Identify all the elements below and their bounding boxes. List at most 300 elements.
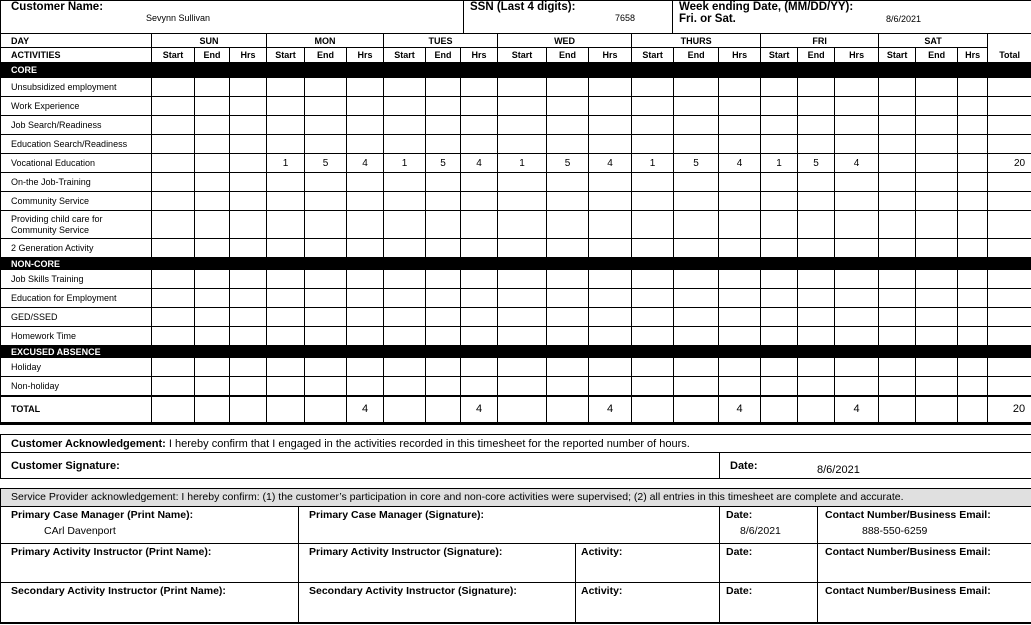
time-cell[interactable]	[632, 211, 674, 239]
time-cell[interactable]	[347, 270, 384, 289]
time-cell[interactable]	[195, 270, 230, 289]
time-cell[interactable]	[835, 97, 879, 116]
time-cell[interactable]	[916, 135, 958, 154]
total-cell[interactable]	[674, 396, 719, 424]
row-total-cell[interactable]: 20	[988, 154, 1031, 173]
time-cell[interactable]	[195, 78, 230, 97]
time-cell[interactable]	[835, 192, 879, 211]
time-cell[interactable]	[916, 327, 958, 346]
time-cell[interactable]	[547, 239, 589, 258]
total-cell[interactable]	[632, 396, 674, 424]
time-cell[interactable]	[879, 192, 916, 211]
time-cell[interactable]	[152, 270, 195, 289]
time-cell[interactable]	[230, 270, 267, 289]
time-cell[interactable]	[547, 327, 589, 346]
time-cell[interactable]	[879, 377, 916, 396]
time-cell[interactable]	[267, 289, 305, 308]
time-cell[interactable]	[267, 358, 305, 377]
time-cell[interactable]	[267, 211, 305, 239]
time-cell[interactable]	[347, 308, 384, 327]
customer-signature-field[interactable]	[1, 453, 720, 479]
time-cell[interactable]	[958, 239, 988, 258]
customer-date-field[interactable]	[720, 453, 1031, 479]
time-cell[interactable]	[798, 135, 835, 154]
time-cell[interactable]	[719, 308, 761, 327]
time-cell[interactable]	[384, 192, 426, 211]
time-cell[interactable]: 1	[498, 154, 547, 173]
time-cell[interactable]	[958, 116, 988, 135]
time-cell[interactable]	[798, 270, 835, 289]
time-cell[interactable]	[761, 211, 798, 239]
time-cell[interactable]	[958, 135, 988, 154]
row-total-cell[interactable]	[988, 270, 1031, 289]
time-cell[interactable]	[835, 327, 879, 346]
time-cell[interactable]	[195, 211, 230, 239]
time-cell[interactable]	[719, 270, 761, 289]
time-cell[interactable]	[152, 154, 195, 173]
sai-date-field[interactable]	[720, 583, 818, 623]
time-cell[interactable]	[879, 173, 916, 192]
time-cell[interactable]	[267, 135, 305, 154]
time-cell[interactable]: 5	[798, 154, 835, 173]
total-cell[interactable]: 4	[719, 396, 761, 424]
time-cell[interactable]	[152, 173, 195, 192]
time-cell[interactable]	[916, 78, 958, 97]
time-cell[interactable]	[461, 377, 498, 396]
time-cell[interactable]	[461, 116, 498, 135]
total-cell[interactable]	[152, 396, 195, 424]
time-cell[interactable]	[498, 116, 547, 135]
time-cell[interactable]	[589, 289, 632, 308]
time-cell[interactable]	[305, 270, 347, 289]
time-cell[interactable]	[835, 135, 879, 154]
time-cell[interactable]	[498, 270, 547, 289]
time-cell[interactable]	[347, 78, 384, 97]
time-cell[interactable]	[305, 289, 347, 308]
time-cell[interactable]	[461, 192, 498, 211]
time-cell[interactable]	[719, 377, 761, 396]
time-cell[interactable]	[498, 289, 547, 308]
time-cell[interactable]	[835, 173, 879, 192]
time-cell[interactable]	[498, 211, 547, 239]
total-cell[interactable]	[916, 396, 958, 424]
time-cell[interactable]	[589, 327, 632, 346]
time-cell[interactable]	[719, 327, 761, 346]
time-cell[interactable]	[798, 173, 835, 192]
time-cell[interactable]	[879, 289, 916, 308]
time-cell[interactable]	[916, 192, 958, 211]
time-cell[interactable]	[230, 358, 267, 377]
time-cell[interactable]	[152, 192, 195, 211]
time-cell[interactable]: 1	[761, 154, 798, 173]
time-cell[interactable]	[719, 358, 761, 377]
time-cell[interactable]: 1	[384, 154, 426, 173]
time-cell[interactable]	[498, 327, 547, 346]
time-cell[interactable]	[426, 377, 461, 396]
time-cell[interactable]	[384, 135, 426, 154]
time-cell[interactable]	[426, 308, 461, 327]
time-cell[interactable]	[879, 327, 916, 346]
time-cell[interactable]	[267, 377, 305, 396]
time-cell[interactable]	[674, 211, 719, 239]
time-cell[interactable]	[719, 211, 761, 239]
time-cell[interactable]	[347, 239, 384, 258]
time-cell[interactable]	[798, 327, 835, 346]
time-cell[interactable]	[426, 78, 461, 97]
time-cell[interactable]	[798, 211, 835, 239]
time-cell[interactable]	[230, 289, 267, 308]
time-cell[interactable]	[674, 97, 719, 116]
time-cell[interactable]	[305, 192, 347, 211]
time-cell[interactable]	[384, 270, 426, 289]
time-cell[interactable]	[589, 116, 632, 135]
time-cell[interactable]	[916, 154, 958, 173]
total-cell[interactable]	[384, 396, 426, 424]
time-cell[interactable]	[674, 308, 719, 327]
time-cell[interactable]	[879, 154, 916, 173]
time-cell[interactable]	[426, 192, 461, 211]
total-cell[interactable]: 4	[835, 396, 879, 424]
time-cell[interactable]	[589, 192, 632, 211]
time-cell[interactable]	[632, 116, 674, 135]
time-cell[interactable]	[305, 173, 347, 192]
time-cell[interactable]	[384, 308, 426, 327]
time-cell[interactable]	[916, 358, 958, 377]
time-cell[interactable]	[426, 358, 461, 377]
customer-name-field[interactable]	[1, 1, 464, 34]
pcm-date-field[interactable]	[720, 507, 818, 544]
time-cell[interactable]	[589, 135, 632, 154]
row-total-cell[interactable]	[988, 358, 1031, 377]
time-cell[interactable]	[267, 192, 305, 211]
time-cell[interactable]	[152, 116, 195, 135]
time-cell[interactable]	[547, 270, 589, 289]
time-cell[interactable]	[384, 327, 426, 346]
time-cell[interactable]	[547, 192, 589, 211]
total-cell[interactable]	[498, 396, 547, 424]
time-cell[interactable]	[461, 211, 498, 239]
time-cell[interactable]	[152, 97, 195, 116]
time-cell[interactable]: 4	[461, 154, 498, 173]
time-cell[interactable]	[461, 135, 498, 154]
time-cell[interactable]	[761, 239, 798, 258]
total-cell[interactable]: 4	[347, 396, 384, 424]
total-cell[interactable]	[798, 396, 835, 424]
time-cell[interactable]	[230, 192, 267, 211]
time-cell[interactable]	[589, 270, 632, 289]
time-cell[interactable]	[305, 97, 347, 116]
time-cell[interactable]	[347, 116, 384, 135]
time-cell[interactable]	[461, 270, 498, 289]
time-cell[interactable]	[589, 78, 632, 97]
time-cell[interactable]	[674, 192, 719, 211]
time-cell[interactable]: 4	[835, 154, 879, 173]
time-cell[interactable]	[547, 135, 589, 154]
time-cell[interactable]	[195, 173, 230, 192]
time-cell[interactable]	[384, 78, 426, 97]
time-cell[interactable]	[632, 97, 674, 116]
time-cell[interactable]	[589, 377, 632, 396]
time-cell[interactable]	[958, 192, 988, 211]
time-cell[interactable]	[384, 377, 426, 396]
time-cell[interactable]	[632, 192, 674, 211]
time-cell[interactable]	[589, 173, 632, 192]
time-cell[interactable]	[761, 192, 798, 211]
time-cell[interactable]	[195, 97, 230, 116]
time-cell[interactable]	[384, 173, 426, 192]
time-cell[interactable]	[498, 135, 547, 154]
time-cell[interactable]	[632, 377, 674, 396]
week-ending-field[interactable]	[673, 1, 1031, 34]
time-cell[interactable]	[761, 327, 798, 346]
pai-contact-field[interactable]	[818, 544, 1031, 583]
row-total-cell[interactable]	[988, 327, 1031, 346]
time-cell[interactable]	[632, 78, 674, 97]
time-cell[interactable]	[835, 358, 879, 377]
time-cell[interactable]	[195, 192, 230, 211]
time-cell[interactable]: 5	[305, 154, 347, 173]
time-cell[interactable]	[719, 173, 761, 192]
time-cell[interactable]	[835, 78, 879, 97]
time-cell[interactable]	[347, 377, 384, 396]
time-cell[interactable]	[547, 308, 589, 327]
time-cell[interactable]	[958, 97, 988, 116]
time-cell[interactable]	[835, 289, 879, 308]
row-total-cell[interactable]	[988, 289, 1031, 308]
time-cell[interactable]	[195, 358, 230, 377]
time-cell[interactable]	[461, 173, 498, 192]
time-cell[interactable]	[547, 97, 589, 116]
time-cell[interactable]	[152, 358, 195, 377]
time-cell[interactable]	[916, 173, 958, 192]
sai-contact-field[interactable]	[818, 583, 1031, 623]
total-cell[interactable]	[761, 396, 798, 424]
time-cell[interactable]	[384, 358, 426, 377]
time-cell[interactable]	[761, 308, 798, 327]
sai-name-field[interactable]	[1, 583, 299, 623]
time-cell[interactable]	[152, 308, 195, 327]
time-cell[interactable]	[498, 377, 547, 396]
time-cell[interactable]	[305, 211, 347, 239]
time-cell[interactable]	[761, 270, 798, 289]
time-cell[interactable]	[958, 289, 988, 308]
time-cell[interactable]	[958, 327, 988, 346]
time-cell[interactable]	[230, 173, 267, 192]
time-cell[interactable]	[461, 358, 498, 377]
time-cell[interactable]	[426, 135, 461, 154]
time-cell[interactable]	[230, 308, 267, 327]
time-cell[interactable]	[347, 327, 384, 346]
time-cell[interactable]	[152, 211, 195, 239]
time-cell[interactable]	[916, 211, 958, 239]
time-cell[interactable]	[589, 358, 632, 377]
sai-signature-field[interactable]	[299, 583, 576, 623]
time-cell[interactable]	[632, 239, 674, 258]
time-cell[interactable]	[547, 289, 589, 308]
time-cell[interactable]	[547, 173, 589, 192]
time-cell[interactable]	[195, 289, 230, 308]
time-cell[interactable]: 5	[547, 154, 589, 173]
time-cell[interactable]	[879, 358, 916, 377]
time-cell[interactable]	[798, 97, 835, 116]
time-cell[interactable]	[426, 116, 461, 135]
time-cell[interactable]	[152, 135, 195, 154]
time-cell[interactable]	[958, 78, 988, 97]
time-cell[interactable]	[547, 78, 589, 97]
time-cell[interactable]	[384, 289, 426, 308]
time-cell[interactable]	[761, 78, 798, 97]
time-cell[interactable]	[305, 377, 347, 396]
time-cell[interactable]	[152, 327, 195, 346]
time-cell[interactable]	[547, 358, 589, 377]
time-cell[interactable]	[498, 78, 547, 97]
time-cell[interactable]	[461, 289, 498, 308]
time-cell[interactable]	[674, 377, 719, 396]
time-cell[interactable]: 4	[719, 154, 761, 173]
time-cell[interactable]	[267, 308, 305, 327]
time-cell[interactable]: 1	[267, 154, 305, 173]
time-cell[interactable]	[632, 308, 674, 327]
time-cell[interactable]	[879, 211, 916, 239]
time-cell[interactable]	[461, 327, 498, 346]
time-cell[interactable]	[719, 97, 761, 116]
time-cell[interactable]	[195, 377, 230, 396]
time-cell[interactable]	[547, 116, 589, 135]
time-cell[interactable]	[719, 116, 761, 135]
time-cell[interactable]	[674, 135, 719, 154]
time-cell[interactable]	[879, 78, 916, 97]
pai-activity-field[interactable]	[576, 544, 720, 583]
time-cell[interactable]	[798, 289, 835, 308]
time-cell[interactable]	[230, 327, 267, 346]
time-cell[interactable]	[719, 135, 761, 154]
time-cell[interactable]	[958, 308, 988, 327]
total-cell[interactable]	[305, 396, 347, 424]
total-cell[interactable]	[547, 396, 589, 424]
time-cell[interactable]	[195, 308, 230, 327]
time-cell[interactable]	[798, 308, 835, 327]
time-cell[interactable]	[674, 327, 719, 346]
time-cell[interactable]	[347, 135, 384, 154]
time-cell[interactable]	[761, 116, 798, 135]
time-cell[interactable]	[230, 97, 267, 116]
time-cell[interactable]	[879, 239, 916, 258]
time-cell[interactable]	[719, 289, 761, 308]
time-cell[interactable]	[195, 116, 230, 135]
time-cell[interactable]	[719, 78, 761, 97]
time-cell[interactable]	[798, 78, 835, 97]
time-cell[interactable]	[674, 116, 719, 135]
time-cell[interactable]	[916, 97, 958, 116]
time-cell[interactable]	[267, 173, 305, 192]
grand-total-cell[interactable]: 20	[988, 396, 1031, 424]
time-cell[interactable]	[958, 377, 988, 396]
time-cell[interactable]	[589, 97, 632, 116]
time-cell[interactable]	[632, 358, 674, 377]
time-cell[interactable]	[305, 308, 347, 327]
pcm-contact-field[interactable]	[818, 507, 1031, 544]
pai-signature-field[interactable]	[299, 544, 576, 583]
time-cell[interactable]	[761, 377, 798, 396]
time-cell[interactable]	[879, 135, 916, 154]
time-cell[interactable]	[230, 377, 267, 396]
time-cell[interactable]	[384, 116, 426, 135]
time-cell[interactable]	[958, 173, 988, 192]
total-cell[interactable]	[879, 396, 916, 424]
time-cell[interactable]	[798, 239, 835, 258]
time-cell[interactable]	[305, 239, 347, 258]
time-cell[interactable]: 4	[347, 154, 384, 173]
time-cell[interactable]	[916, 289, 958, 308]
time-cell[interactable]	[761, 135, 798, 154]
time-cell[interactable]	[958, 154, 988, 173]
pai-date-field[interactable]	[720, 544, 818, 583]
time-cell[interactable]	[426, 97, 461, 116]
row-total-cell[interactable]	[988, 173, 1031, 192]
time-cell[interactable]	[719, 192, 761, 211]
time-cell[interactable]	[305, 116, 347, 135]
time-cell[interactable]	[267, 78, 305, 97]
time-cell[interactable]	[498, 97, 547, 116]
time-cell[interactable]	[761, 289, 798, 308]
time-cell[interactable]	[632, 135, 674, 154]
row-total-cell[interactable]	[988, 377, 1031, 396]
time-cell[interactable]	[916, 308, 958, 327]
time-cell[interactable]	[347, 97, 384, 116]
time-cell[interactable]: 5	[674, 154, 719, 173]
time-cell[interactable]	[958, 211, 988, 239]
time-cell[interactable]	[267, 116, 305, 135]
time-cell[interactable]	[761, 173, 798, 192]
row-total-cell[interactable]	[988, 308, 1031, 327]
time-cell[interactable]	[958, 358, 988, 377]
time-cell[interactable]	[195, 239, 230, 258]
time-cell[interactable]	[152, 289, 195, 308]
pcm-signature-field[interactable]	[299, 507, 720, 544]
total-cell[interactable]: 4	[461, 396, 498, 424]
time-cell[interactable]	[547, 211, 589, 239]
total-cell[interactable]	[426, 396, 461, 424]
time-cell[interactable]	[835, 239, 879, 258]
time-cell[interactable]	[632, 327, 674, 346]
time-cell[interactable]	[267, 239, 305, 258]
time-cell[interactable]	[347, 289, 384, 308]
time-cell[interactable]	[589, 211, 632, 239]
time-cell[interactable]	[230, 211, 267, 239]
time-cell[interactable]	[305, 358, 347, 377]
time-cell[interactable]	[916, 270, 958, 289]
time-cell[interactable]	[879, 308, 916, 327]
time-cell[interactable]	[547, 377, 589, 396]
time-cell[interactable]	[152, 377, 195, 396]
time-cell[interactable]	[461, 308, 498, 327]
ssn-field[interactable]	[464, 1, 673, 34]
time-cell[interactable]	[267, 270, 305, 289]
time-cell[interactable]	[347, 211, 384, 239]
time-cell[interactable]	[632, 289, 674, 308]
time-cell[interactable]	[798, 377, 835, 396]
time-cell[interactable]	[152, 78, 195, 97]
time-cell[interactable]	[798, 192, 835, 211]
total-cell[interactable]: 4	[589, 396, 632, 424]
time-cell[interactable]	[195, 154, 230, 173]
time-cell[interactable]	[305, 78, 347, 97]
time-cell[interactable]	[267, 97, 305, 116]
time-cell[interactable]	[384, 239, 426, 258]
time-cell[interactable]	[632, 270, 674, 289]
pcm-name-field[interactable]	[1, 507, 299, 544]
total-cell[interactable]	[958, 396, 988, 424]
